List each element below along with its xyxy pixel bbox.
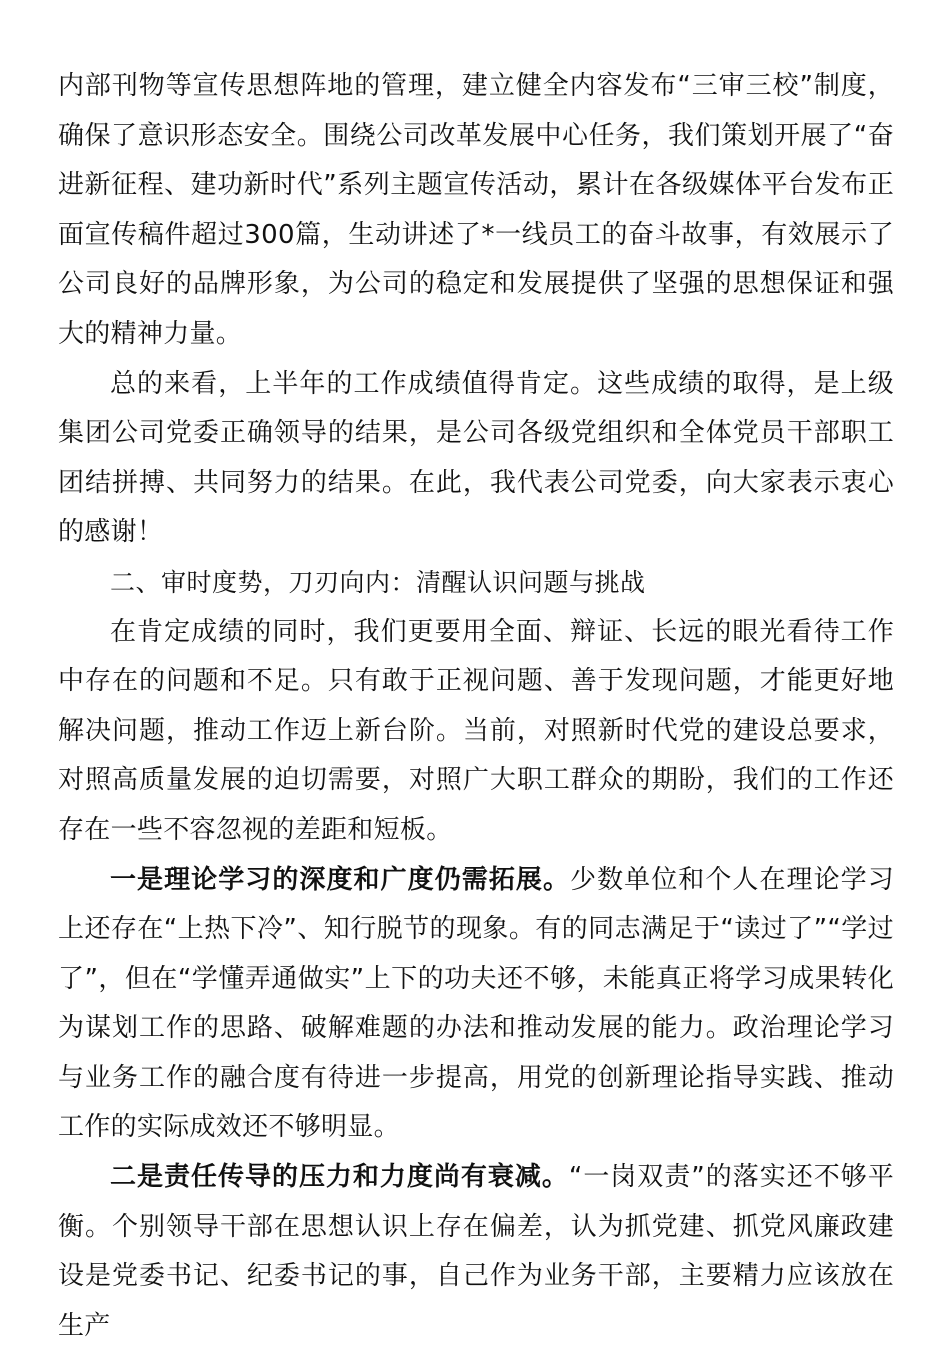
point-one-body: 少数单位和个人在理论学习上还存在“上热下冷”、知行脱节的现象。有的同志满足于“读过了”“学过了”，但在“学懂弄通做实”上下的功夫还不够，未能真正将学习成果转化为谋划工作的思路、破解难题的办法和推动发展的能力。政治理论学习与业务工作的融合度有待进一步提高，用党的创新理论指导实践、推动工作的实际成效还不够明显。 — [58, 864, 894, 1143]
paragraph-point-two — [58, 1153, 894, 1351]
document-page — [58, 62, 894, 1351]
paragraph-point-one — [58, 856, 894, 1154]
point-two-heading: 二是责任传导的压力和力度尚有衰减。 — [110, 1162, 569, 1193]
paragraph-continued: 内部刊物等宣传思想阵地的管理，建立健全内容发布“三审三校”制度，确保了意识形态安全。围绕公司改革发展中心任务，我们策划开展了“奋进新征程、建功新时代”系列主题宣传活动，累计在各级媒体平台发布正面宣传稿件超过300篇，生动讲述了*一线员工的奋斗故事，有效展示了公司良好的品牌形象，为公司的稳定和发展提供了坚强的思想保证和强大的精神力量。 — [58, 71, 894, 349]
section-heading: 二、审时度势，刀刃向内：清醒认识问题与挑战 — [110, 567, 646, 597]
point-two-body: “一岗双责”的落实还不够平衡。个别领导干部在思想认识上存在偏差，认为抓党建、抓党风廉政建设是党委书记、纪委书记的事，自己作为业务干部，主要精力应该放在生产 — [58, 1162, 894, 1341]
point-one-heading: 一是理论学习的深度和广度仍需拓展。 — [110, 864, 571, 895]
paragraph-summary: 总的来看，上半年的工作成绩值得肯定。这些成绩的取得，是上级集团公司党委正确领导的结果，是公司各级党组织和全体党员干部职工团结拼搏、共同努力的结果。在此，我代表公司党委，向大家表示衷心的感谢！ — [58, 368, 894, 548]
paragraph-problems-intro: 在肯定成绩的同时，我们更要用全面、辩证、长远的眼光看待工作中存在的问题和不足。只有敢于正视问题、善于发现问题，才能更好地解决问题，推动工作迈上新台阶。当前，对照新时代党的建设总要求，对照高质量发展的迫切需要，对照广大职工群众的期盼，我们的工作还存在一些不容忽视的差距和短板。 — [58, 616, 894, 845]
